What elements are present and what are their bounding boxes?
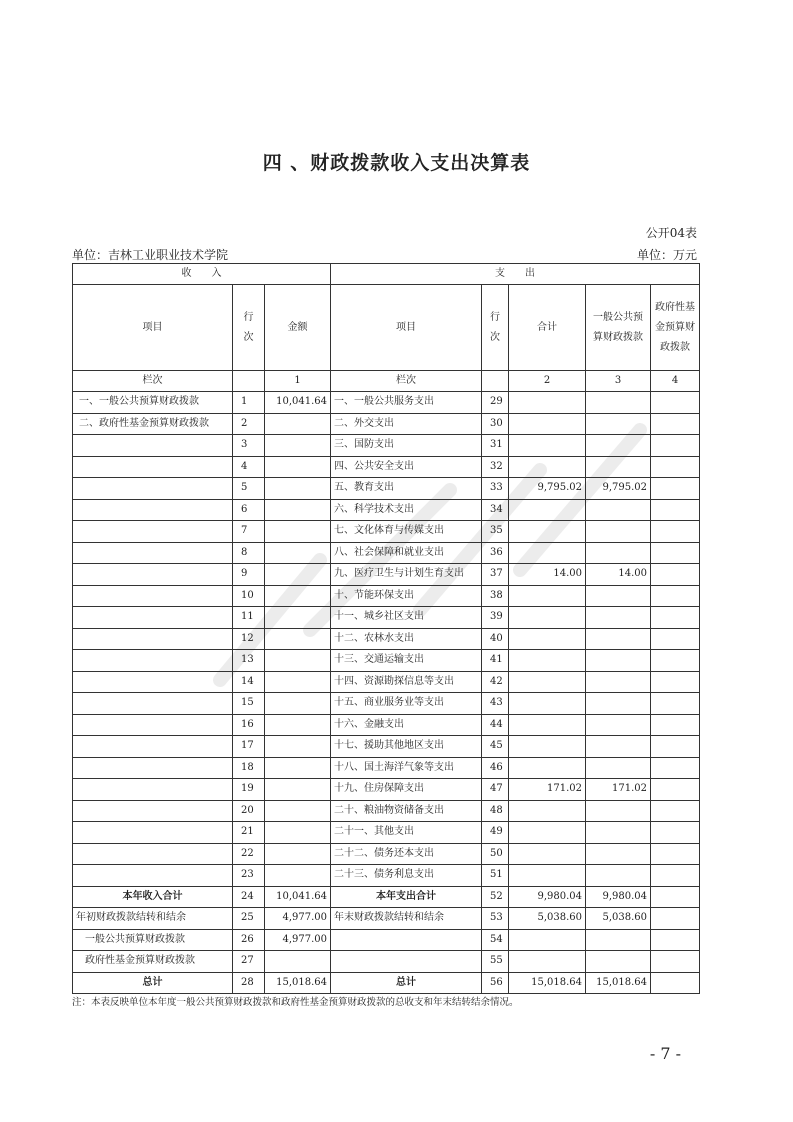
income-line-cell: 14 [233,671,265,693]
expense-item-cell [331,929,482,951]
expense-fund-cell [651,908,700,930]
expense-total-cell: 14.00 [509,564,586,586]
header-amount: 金额 [265,285,331,371]
expense-item-cell: 一、一般公共服务支出 [331,392,482,414]
income-line-cell: 12 [233,628,265,650]
expense-general-cell: 9,980.04 [586,886,651,908]
expense-total-cell [509,521,586,543]
table-row [73,628,700,650]
income-item-cell [73,564,233,586]
income-item-cell [73,757,233,779]
income-amount-cell [265,435,331,457]
expense-fund-cell [651,972,700,994]
expense-total-cell [509,542,586,564]
income-item-cell [73,671,233,693]
expense-general-cell [586,822,651,844]
expense-line-cell: 55 [482,951,509,973]
expense-line-cell: 40 [482,628,509,650]
income-item-cell [73,521,233,543]
income-line-cell: 8 [233,542,265,564]
income-line-cell: 25 [233,908,265,930]
index-label-left: 栏次 [73,371,233,392]
index-col-1: 1 [265,371,331,392]
income-line-cell: 28 [233,972,265,994]
income-amount-cell [265,542,331,564]
expense-general-cell: 15,018.64 [586,972,651,994]
expense-line-cell: 51 [482,865,509,887]
table-row [73,521,700,543]
footnote: 注：本表反映单位本年度一般公共预算财政拨款和政府性基金预算财政拨款的总收支和年末结转结余情况。 [72,997,519,1008]
table-row [73,736,700,758]
income-amount-cell: 4,977.00 [265,908,331,930]
unit-name: 单位：吉林工业职业技术学院 [72,248,229,262]
table-row [73,564,700,586]
income-amount-cell [265,822,331,844]
expense-total-cell [509,671,586,693]
income-line-cell: 13 [233,650,265,672]
income-item-cell [73,865,233,887]
expense-item-cell: 三、国防支出 [331,435,482,457]
table-row [73,779,700,801]
expense-general-cell [586,499,651,521]
unit-currency: 单位：万元 [636,248,697,262]
table-body [73,264,700,994]
income-line-cell: 26 [233,929,265,951]
expense-fund-cell [651,478,700,500]
expense-fund-cell [651,628,700,650]
header-item-expense: 项目 [331,285,482,371]
header-item: 项目 [73,285,233,371]
expense-fund-cell [651,886,700,908]
expense-general-cell: 171.02 [586,779,651,801]
table-row [73,714,700,736]
income-amount-cell [265,714,331,736]
table-row [73,843,700,865]
expense-fund-cell [651,607,700,629]
expense-total-cell [509,929,586,951]
income-line-cell: 24 [233,886,265,908]
income-amount-cell [265,865,331,887]
expense-line-cell: 39 [482,607,509,629]
table-row [73,413,700,435]
header-general-budget: 一般公共预算财政拨款 [586,285,651,371]
header-total: 合计 [509,285,586,371]
income-line-cell: 16 [233,714,265,736]
expense-total-cell [509,800,586,822]
expense-line-cell: 45 [482,736,509,758]
table-row [73,908,700,930]
expense-line-cell: 53 [482,908,509,930]
income-section-header: 收 入 [73,264,331,285]
expense-fund-cell [651,800,700,822]
expense-total-cell [509,392,586,414]
expense-fund-cell [651,521,700,543]
expense-total-cell: 9,795.02 [509,478,586,500]
income-amount-cell: 10,041.64 [265,392,331,414]
income-line-cell: 3 [233,435,265,457]
expense-total-cell [509,650,586,672]
expense-item-cell: 十六、金融支出 [331,714,482,736]
expense-item-cell: 二、外交支出 [331,413,482,435]
column-header-row [73,285,700,371]
table-row [73,800,700,822]
expense-general-cell [586,736,651,758]
income-amount-cell [265,456,331,478]
income-amount-cell [265,843,331,865]
income-item-cell [73,628,233,650]
income-item-cell [73,714,233,736]
expense-general-cell [586,951,651,973]
income-amount-cell: 4,977.00 [265,929,331,951]
income-amount-cell [265,628,331,650]
expense-fund-cell [651,650,700,672]
expense-fund-cell [651,929,700,951]
expense-fund-cell [651,736,700,758]
expense-general-cell [586,542,651,564]
table-row [73,822,700,844]
income-line-cell: 10 [233,585,265,607]
table-row [73,435,700,457]
expense-fund-cell [651,585,700,607]
table-row [73,929,700,951]
income-line-cell: 23 [233,865,265,887]
expense-total-cell: 9,980.04 [509,886,586,908]
income-item-cell: 本年收入合计 [73,886,233,908]
income-amount-cell [265,671,331,693]
income-item-cell [73,693,233,715]
expense-item-cell: 十四、资源勘探信息等支出 [331,671,482,693]
expense-total-cell: 171.02 [509,779,586,801]
expense-total-cell: 5,038.60 [509,908,586,930]
income-line-cell: 4 [233,456,265,478]
expense-fund-cell [651,456,700,478]
page-title: 四 、财政拨款收入支出决算表 [262,152,531,174]
expense-item-cell: 二十二、债务还本支出 [331,843,482,865]
expense-total-cell: 15,018.64 [509,972,586,994]
income-item-cell: 二、政府性基金预算财政拨款 [73,413,233,435]
income-item-cell [73,800,233,822]
expense-total-cell [509,757,586,779]
income-line-cell: 27 [233,951,265,973]
expense-item-cell: 十七、援助其他地区支出 [331,736,482,758]
table-row [73,886,700,908]
income-item-cell [73,843,233,865]
income-item-cell: 一、一般公共预算财政拨款 [73,392,233,414]
expense-line-cell: 56 [482,972,509,994]
expense-item-cell: 六、科学技术支出 [331,499,482,521]
income-line-cell: 20 [233,800,265,822]
expense-item-cell: 总计 [331,972,482,994]
expense-total-cell [509,865,586,887]
income-item-cell [73,822,233,844]
page-number: - 7 - [649,1044,681,1063]
income-line-cell: 18 [233,757,265,779]
income-item-cell [73,478,233,500]
table-row [73,478,700,500]
expense-total-cell [509,843,586,865]
income-item-cell [73,607,233,629]
expense-general-cell [586,435,651,457]
table-row [73,585,700,607]
expense-item-cell: 二十三、债务利息支出 [331,865,482,887]
header-line: 行次 [233,285,265,371]
income-amount-cell [265,951,331,973]
expense-total-cell [509,736,586,758]
column-index-row [73,371,700,392]
expense-fund-cell [651,392,700,414]
income-item-cell [73,499,233,521]
expense-line-cell: 42 [482,671,509,693]
expense-fund-cell [651,564,700,586]
expense-line-cell: 32 [482,456,509,478]
income-amount-cell: 15,018.64 [265,972,331,994]
income-line-cell: 5 [233,478,265,500]
expense-total-cell [509,585,586,607]
income-item-cell [73,779,233,801]
expense-line-cell: 30 [482,413,509,435]
income-line-cell: 1 [233,392,265,414]
index-empty-left [233,371,265,392]
income-item-cell: 总计 [73,972,233,994]
expense-general-cell [586,521,651,543]
expense-line-cell: 34 [482,499,509,521]
table-row [73,972,700,994]
income-item-cell [73,585,233,607]
expense-general-cell [586,843,651,865]
expense-general-cell [586,714,651,736]
income-item-cell [73,650,233,672]
expense-general-cell [586,693,651,715]
income-line-cell: 22 [233,843,265,865]
income-amount-cell [265,478,331,500]
expense-total-cell [509,456,586,478]
expense-line-cell: 43 [482,693,509,715]
expense-general-cell [586,585,651,607]
table-row [73,865,700,887]
expense-total-cell [509,435,586,457]
expense-line-cell: 49 [482,822,509,844]
income-line-cell: 9 [233,564,265,586]
expense-fund-cell [651,693,700,715]
income-item-cell: 政府性基金预算财政拨款 [73,951,233,973]
index-col-4: 4 [651,371,700,392]
index-label-right: 栏次 [331,371,482,392]
expense-line-cell: 33 [482,478,509,500]
table-row [73,671,700,693]
expense-total-cell [509,413,586,435]
table-row [73,650,700,672]
expense-item-cell [331,951,482,973]
expense-line-cell: 38 [482,585,509,607]
income-amount-cell [265,521,331,543]
expense-fund-cell [651,499,700,521]
income-item-cell: 年初财政拨款结转和结余 [73,908,233,930]
income-amount-cell [265,779,331,801]
appropriation-table [72,263,700,994]
income-line-cell: 2 [233,413,265,435]
expense-fund-cell [651,542,700,564]
expense-general-cell [586,757,651,779]
expense-total-cell [509,499,586,521]
table-row [73,392,700,414]
table-row [73,607,700,629]
income-amount-cell [265,736,331,758]
table-row [73,693,700,715]
expense-fund-cell [651,435,700,457]
expense-item-cell: 五、教育支出 [331,478,482,500]
index-col-3: 3 [586,371,651,392]
expense-fund-cell [651,779,700,801]
income-amount-cell [265,499,331,521]
income-amount-cell: 10,041.64 [265,886,331,908]
header-fund-budget: 政府性基金预算财政拨款 [651,285,700,371]
income-amount-cell [265,585,331,607]
expense-total-cell [509,951,586,973]
expense-fund-cell [651,865,700,887]
income-line-cell: 21 [233,822,265,844]
income-line-cell: 17 [233,736,265,758]
expense-general-cell: 14.00 [586,564,651,586]
expense-general-cell: 5,038.60 [586,908,651,930]
table-row [73,757,700,779]
expense-line-cell: 35 [482,521,509,543]
income-amount-cell [265,413,331,435]
expense-fund-cell [651,757,700,779]
income-line-cell: 7 [233,521,265,543]
expense-total-cell [509,714,586,736]
section-header-row [73,264,700,285]
expense-fund-cell [651,671,700,693]
expense-general-cell [586,607,651,629]
expense-general-cell [586,392,651,414]
expense-line-cell: 48 [482,800,509,822]
expense-line-cell: 54 [482,929,509,951]
income-item-cell [73,542,233,564]
expense-general-cell: 9,795.02 [586,478,651,500]
expense-item-cell: 十五、商业服务业等支出 [331,693,482,715]
expense-line-cell: 37 [482,564,509,586]
table-row [73,951,700,973]
index-col-2: 2 [509,371,586,392]
expense-item-cell: 七、文化体育与传媒支出 [331,521,482,543]
expense-item-cell: 本年支出合计 [331,886,482,908]
income-amount-cell [265,800,331,822]
expense-line-cell: 46 [482,757,509,779]
expense-general-cell [586,628,651,650]
expense-general-cell [586,800,651,822]
income-item-cell [73,736,233,758]
income-item-cell [73,435,233,457]
expense-general-cell [586,456,651,478]
expense-item-cell: 十九、住房保障支出 [331,779,482,801]
income-amount-cell [265,650,331,672]
expense-fund-cell [651,951,700,973]
income-line-cell: 19 [233,779,265,801]
expense-fund-cell [651,843,700,865]
expense-fund-cell [651,714,700,736]
expense-line-cell: 50 [482,843,509,865]
income-amount-cell [265,607,331,629]
expense-item-cell: 年末财政拨款结转和结余 [331,908,482,930]
table-row [73,499,700,521]
table-row [73,542,700,564]
expense-total-cell [509,628,586,650]
income-line-cell: 11 [233,607,265,629]
expense-fund-cell [651,822,700,844]
expense-line-cell: 47 [482,779,509,801]
expense-general-cell [586,650,651,672]
expense-total-cell [509,693,586,715]
income-line-cell: 15 [233,693,265,715]
form-number: 公开04表 [645,226,697,240]
expense-item-cell: 十、节能环保支出 [331,585,482,607]
income-item-cell [73,456,233,478]
income-item-cell: 一般公共预算财政拨款 [73,929,233,951]
expense-total-cell [509,607,586,629]
expense-section-header: 支 出 [331,264,700,285]
income-line-cell: 6 [233,499,265,521]
expense-item-cell: 二十、粮油物资储备支出 [331,800,482,822]
expense-line-cell: 36 [482,542,509,564]
expense-line-cell: 52 [482,886,509,908]
expense-item-cell: 十一、城乡社区支出 [331,607,482,629]
expense-general-cell [586,865,651,887]
income-amount-cell [265,564,331,586]
expense-fund-cell [651,413,700,435]
expense-item-cell: 十三、交通运输支出 [331,650,482,672]
expense-general-cell [586,671,651,693]
expense-general-cell [586,413,651,435]
expense-item-cell: 八、社会保障和就业支出 [331,542,482,564]
expense-item-cell: 九、医疗卫生与计划生育支出 [331,564,482,586]
expense-line-cell: 44 [482,714,509,736]
table-row [73,456,700,478]
expense-item-cell: 十二、农林水支出 [331,628,482,650]
income-amount-cell [265,757,331,779]
header-line-expense: 行次 [482,285,509,371]
expense-item-cell: 十八、国土海洋气象等支出 [331,757,482,779]
expense-item-cell: 四、公共安全支出 [331,456,482,478]
expense-general-cell [586,929,651,951]
expense-item-cell: 二十一、其他支出 [331,822,482,844]
expense-line-cell: 31 [482,435,509,457]
expense-total-cell [509,822,586,844]
income-amount-cell [265,693,331,715]
index-empty-right [482,371,509,392]
expense-line-cell: 29 [482,392,509,414]
expense-line-cell: 41 [482,650,509,672]
